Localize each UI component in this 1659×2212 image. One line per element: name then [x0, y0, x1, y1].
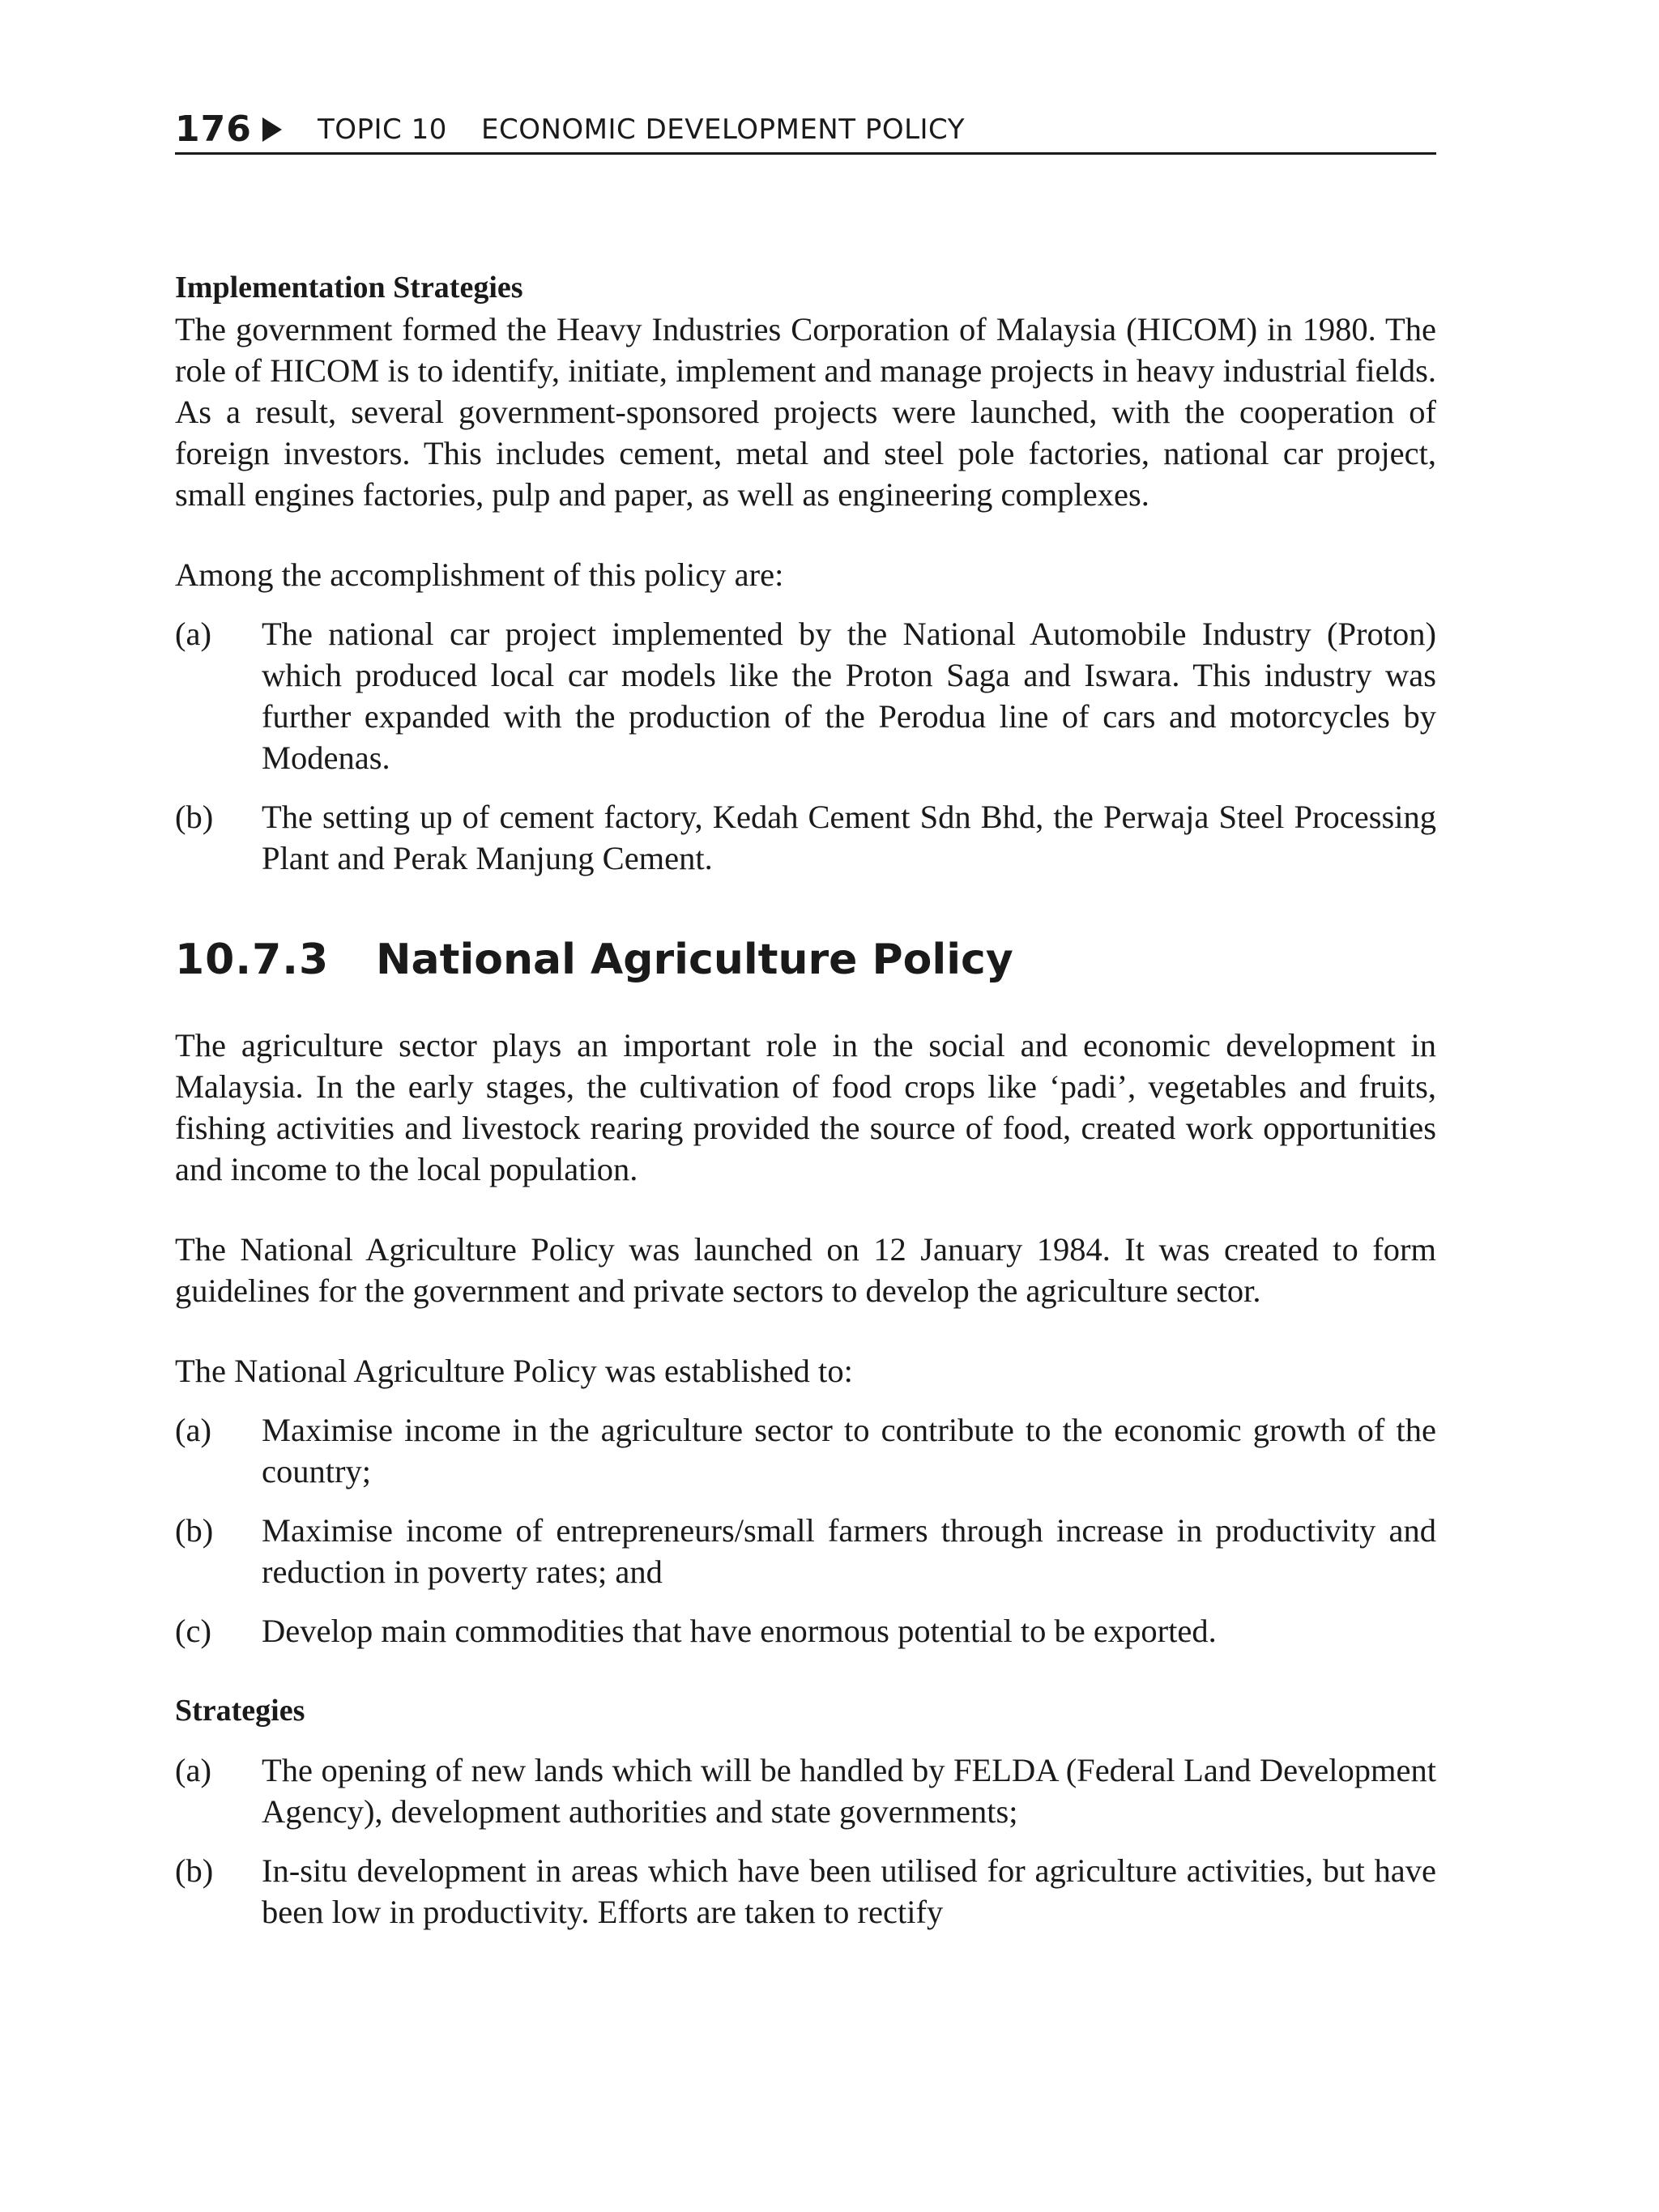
play-arrow-icon: [262, 117, 282, 142]
list-item-text: The opening of new lands which will be handled by FELDA (Federal Land Development Agency), development authorities and state governments;: [262, 1752, 1436, 1830]
section-title: National Agriculture Policy: [376, 936, 1013, 984]
section-heading: [175, 934, 1436, 986]
list-item-text: In-situ development in areas which have been utilised for agriculture activities, but have been low in productivity. Efforts are taken to rectify: [262, 1852, 1436, 1930]
list-item: [175, 613, 1436, 778]
list-item: [175, 1750, 1436, 1832]
list-marker: (b): [175, 799, 214, 835]
list-marker: (b): [175, 1512, 214, 1549]
strategies-heading: Strategies: [175, 1694, 305, 1728]
list-marker: (a): [175, 1412, 211, 1448]
list-item-text: Maximise income in the agriculture sector to contribute to the economic growth of the country;: [262, 1412, 1436, 1490]
list-item: [175, 796, 1436, 879]
objectives-list: [175, 1409, 1436, 1652]
running-header: [175, 107, 1436, 155]
accomplishment-intro: Among the accomplishment of this policy are:: [175, 556, 784, 593]
chapter-title: ECONOMIC DEVELOPMENT POLICY: [481, 113, 965, 146]
implementation-paragraph: The government formed the Heavy Industries Corporation of Malaysia (HICOM) in 1980. The role of HICOM is to identify, initiate, implement and manage projects in heavy industrial fields. As a result, several government-sponsored projects were launched, with the cooperation of foreign investors. This includes cement, metal and steel pole factories, national car project, small engines factories, pulp and paper, as well as engineering complexes.: [175, 311, 1436, 513]
list-item: [175, 1850, 1436, 1933]
accomplishment-list: [175, 613, 1436, 879]
list-item-text: The national car project implemented by the National Automobile Industry (Proton) which produced local car models like the Proton Saga and Iswara. This industry was further expanded with the production of the Perodua line of cars and motorcycles by Modenas.: [262, 616, 1436, 776]
objectives-intro: The National Agriculture Policy was established to:: [175, 1353, 853, 1389]
agriculture-paragraph-1: The agriculture sector plays an important role in the social and economic development in Malaysia. In the early stages, the cultivation of food crops like ‘padi’, vegetables and fruits, fishing activities and livestock rearing provided the source of food, created work opportunities and income to the local population.: [175, 1027, 1436, 1187]
list-item-text: The setting up of cement factory, Kedah Cement Sdn Bhd, the Perwaja Steel Processing Plant and Perak Manjung Cement.: [262, 799, 1436, 876]
list-marker: (c): [175, 1613, 211, 1649]
section-number: 10.7.3: [175, 936, 330, 984]
list-item-text: Develop main commodities that have enormous potential to be exported.: [262, 1613, 1217, 1649]
list-item: [175, 1610, 1436, 1652]
list-marker: (b): [175, 1852, 214, 1889]
list-item: [175, 1510, 1436, 1592]
list-item-text: Maximise income of entrepreneurs/small farmers through increase in productivity and reduction in poverty rates; and: [262, 1512, 1436, 1590]
topic-label: TOPIC 10: [318, 113, 447, 146]
list-marker: (a): [175, 616, 211, 652]
list-marker: (a): [175, 1752, 211, 1788]
page-number: 176: [175, 109, 252, 150]
list-item: [175, 1409, 1436, 1492]
page-body: [175, 267, 1436, 1933]
agriculture-paragraph-2: The National Agriculture Policy was launched on 12 January 1984. It was created to form guidelines for the government and private sectors to develop the agriculture sector.: [175, 1231, 1436, 1309]
implementation-heading: Implementation Strategies: [175, 271, 523, 305]
strategies-list: [175, 1750, 1436, 1933]
